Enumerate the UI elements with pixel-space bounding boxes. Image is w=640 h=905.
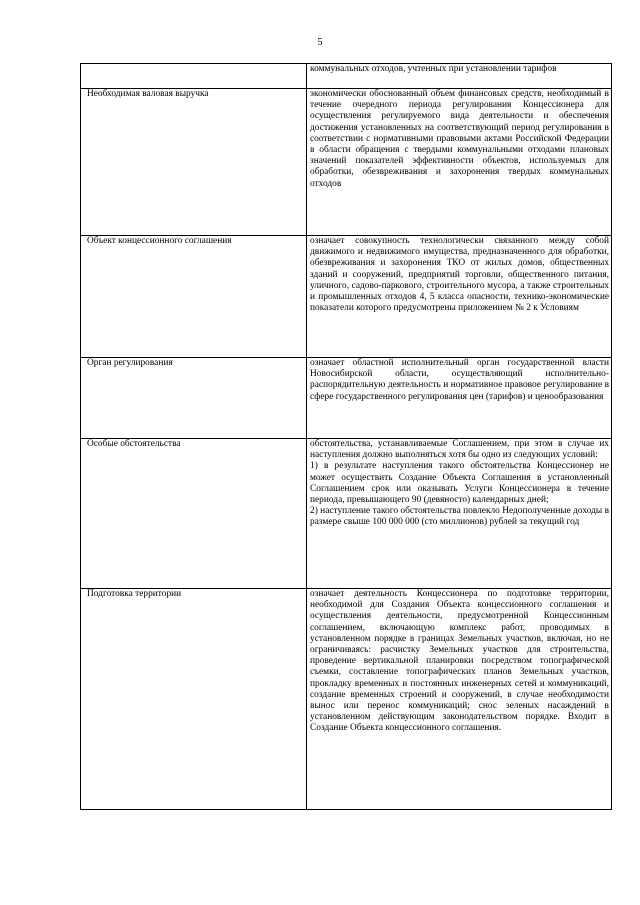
definition-text: 1) в результате наступления такого обстоятельства Концессионер не может осуществить Создание Объекта Соглашения в установленный Соглашением срок или оказывать Услуги Концессионера в течение периода, превышающего 90 (девяносто) календарных дней; xyxy=(310,461,609,506)
term-cell: Особые обстоятельства xyxy=(81,439,307,589)
definition-text: означает деятельность Концессионера по подготовке территории, необходимой для Создания Объекта концессионного соглашения и осуществления деятельности, предусмотренной Концессионным соглашением, включающую комплекс работ, проводимых в установленном порядке в границах Земельных участков, включая, но не ограничиваясь: расчистку Земельных участков для строительства, проведение вертикальной планировки посредством топографической съемки, составление топографических планов Земельных участков, прокладку временных и постоянных инженерных сетей и коммуникаций, создание временных строений и сооружений, в случае необходимости вынос или перенос коммуникаций; снос зеленых насаждений в установленном действующим законодательством порядке. Входит в Создание Объекта концессионного соглашения. xyxy=(310,589,609,734)
definitions-table xyxy=(80,63,612,810)
term-cell: Необходимая валовая выручка xyxy=(81,89,307,236)
table-row xyxy=(81,589,612,810)
definition-text: означает областной исполнительный орган государственной власти Новосибирской области, осуществляющий исполнительно-распорядительную деятельность и нормативное правовое регулирование в сфере государственного регулирования цен (тарифов) и ценообразования xyxy=(310,358,609,402)
table-row xyxy=(81,64,612,89)
definition-text: 2) наступление такого обстоятельства повлекло Недополученные доходы в размере свыше 100 000 000 (сто миллионов) рублей за текущий год xyxy=(310,506,609,528)
term-cell: Орган регулирования xyxy=(81,358,307,439)
definition-text: экономически обоснованный объем финансовых средств, необходимый в течение очередного периода регулирования Концессионера для осуществления регулируемого вида деятельности и обеспечения достижения установленных на соответствующий период регулирования в соответствии с нормативными правовыми актами Российской Федерации в области обращения с твердыми коммунальными отходами плановых значений показателей эффективности объектов, используемых для обработки, обезвреживания и захоронения твердых коммунальных отходов xyxy=(310,89,609,189)
table-row xyxy=(81,358,612,439)
definition-cell xyxy=(307,589,612,810)
definition-text: обстоятельства, устанавливаемые Соглашением, при этом в случае их наступления должно выполняться хотя бы одно из следующих условий: xyxy=(310,439,609,461)
term-cell: Объект концессионного соглашения xyxy=(81,236,307,358)
definition-cell xyxy=(307,439,612,589)
definition-cell xyxy=(307,358,612,439)
definition-cell xyxy=(307,64,612,89)
definition-text: коммунальных отходов, учтенных при установлении тарифов xyxy=(310,64,557,74)
table-row xyxy=(81,439,612,589)
definition-cell xyxy=(307,89,612,236)
term-cell: Подготовка территории xyxy=(81,589,307,810)
definition-cell xyxy=(307,236,612,358)
definition-text: означает совокупность технологически связанного между собой движимого и недвижимого имущества, предназначенного для обработки, обезвреживания и захоронения ТКО от жилых домов, общественных зданий и сооружений, предприятий торговли, общественного питания, уличного, садово-паркового, строительного мусора, а также строительных и промышленных отходов 4, 5 класса опасности, технико-экономические показатели которого предусмотрены приложением № 2 к Условиям xyxy=(310,236,609,314)
page-number: 5 xyxy=(317,37,323,48)
term-cell xyxy=(81,64,307,89)
table-row xyxy=(81,236,612,358)
table-row xyxy=(81,89,612,236)
